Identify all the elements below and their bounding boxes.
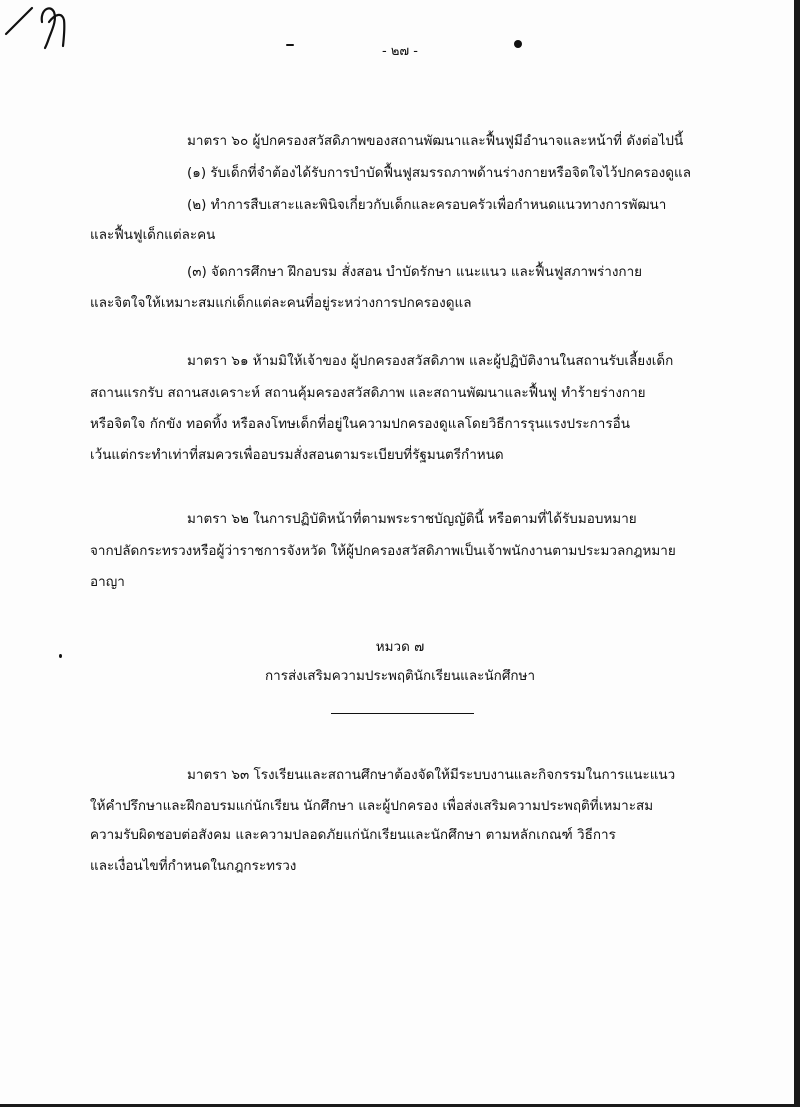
section-62-line-2: จากปลัดกระทรวงหรือผู้ว่าราชการจังหวัด ให้ผู้ปกครองสวัสดิภาพเป็นเจ้าพนักงานตามประมวลกฎหมาย (90, 543, 676, 559)
section-61-line-4: เว้นแต่กระทำเท่าที่สมควรเพื่ออบรมสั่งสอนตามระเบียบที่รัฐมนตรีกำหนด (90, 447, 504, 463)
section-60-heading: มาตรา ๖๐ ผู้ปกครองสวัสดิภาพของสถานพัฒนาและฟื้นฟูมีอำนาจและหน้าที่ ดังต่อไปนี้ (187, 133, 684, 149)
section-63-line-4: และเงื่อนไขที่กำหนดในกฎกระทรวง (90, 858, 297, 874)
section-63-line-2: ให้คำปรึกษาและฝึกอบรมแก่นักเรียน นักศึกษา และผู้ปกครอง เพื่อส่งเสริมความประพฤติที่เหมาะสม (90, 798, 654, 814)
section-60-item-3: (๓) จัดการศึกษา ฝึกอบรม สั่งสอน บำบัดรักษา แนะแนว และฟื้นฟูสภาพร่างกาย (187, 264, 643, 280)
section-61-line-2: สถานแรกรับ สถานสงเคราะห์ สถานคุ้มครองสวัสดิภาพ และสถานพัฒนาและฟื้นฟู ทำร้ายร่างกาย (90, 385, 646, 401)
section-60-item-2-cont: และฟื้นฟูเด็กแต่ละคน (90, 227, 216, 243)
section-60-item-1: (๑) รับเด็กที่จำต้องได้รับการบำบัดฟื้นฟูสมรรถภาพด้านร่างกายหรือจิตใจไว้ปกครองดูแล (187, 165, 691, 181)
section-63-line-1: มาตรา ๖๓ โรงเรียนและสถานศึกษาต้องจัดให้มีระบบงานและกิจกรรมในการแนะแนว (187, 767, 676, 783)
section-61-line-3: หรือจิตใจ กักขัง ทอดทิ้ง หรือลงโทษเด็กที่อยู่ในความปกครองดูแลโดยวิธีการรุนแรงประการอื่น (90, 416, 630, 432)
chapter-title: การส่งเสริมความประพฤตินักเรียนและนักศึกษา (264, 668, 536, 684)
section-61-line-1: มาตรา ๖๑ ห้ามมิให้เจ้าของ ผู้ปกครองสวัสดิภาพ และผู้ปฏิบัติงานในสถานรับเลี้ยงเด็ก (187, 353, 674, 369)
section-60-item-2: (๒) ทำการสืบเสาะและพินิจเกี่ยวกับเด็กและครอบครัวเพื่อกำหนดแนวทางการพัฒนา (187, 197, 667, 213)
chapter-divider (331, 713, 474, 714)
page-number: - ๒๗ - (382, 44, 418, 59)
scan-edge-right (794, 0, 800, 1107)
section-62-line-1: มาตรา ๖๒ ในการปฏิบัติหน้าที่ตามพระราชบัญญัตินี้ หรือตามที่ได้รับมอบหมาย (187, 511, 637, 527)
section-62-line-3: อาญา (90, 574, 125, 590)
section-63-line-3: ความรับผิดชอบต่อสังคม และความปลอดภัยแก่นักเรียนและนักศึกษา ตามหลักเกณฑ์ วิธีการ (90, 827, 616, 843)
chapter-number: หมวด ๗ (375, 639, 425, 655)
section-60-item-3-cont: และจิตใจให้เหมาะสมแก่เด็กแต่ละคนที่อยู่ระหว่างการปกครองดูแล (90, 295, 472, 311)
